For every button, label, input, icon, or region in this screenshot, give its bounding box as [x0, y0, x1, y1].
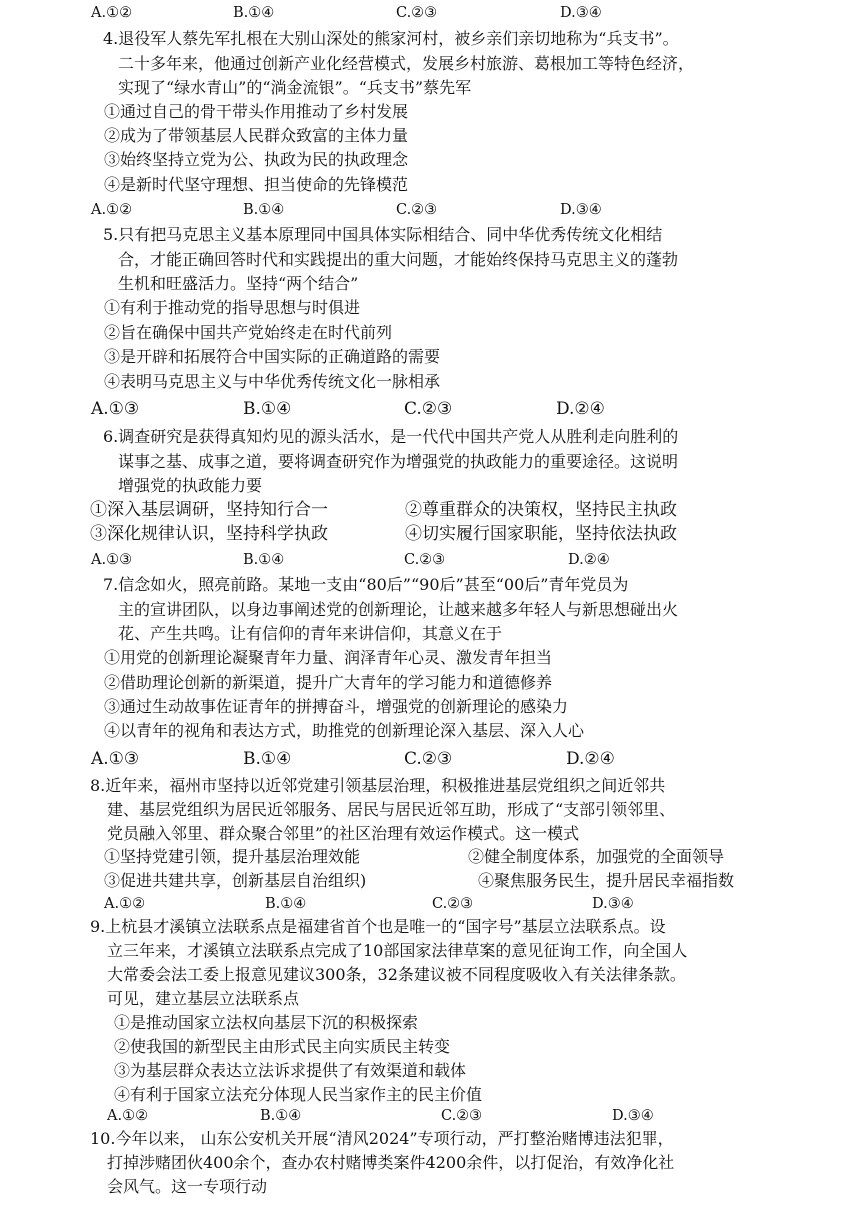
q5-item: ③是开辟和拓展符合中国实际的正确道路的需要 [104, 347, 441, 366]
q9-stem-line: 大常委会法工委上报意见建议300条，32条建议被不同程度吸收入有关法律条款。 [107, 965, 686, 984]
q7-item: ③通过生动故事佐证青年的拼搏奋斗，增强党的创新理论的感染力 [104, 697, 569, 716]
q8-stem-line: 8.近年来，福州市坚持以近邻党建引领基层治理，积极推进基层党组织之间近邻共 [90, 776, 666, 795]
q9-stem-line: 9.上杭县才溪镇立法联系点是福建省首个也是唯一的“国字号”基层立法联系点。设 [90, 917, 666, 936]
q6-stem-line: 增强党的执政能力要 [118, 476, 263, 495]
q8-item: ④聚焦服务民生，提升居民幸福指数 [478, 871, 735, 890]
q7-item: ④以青年的视角和表达方式，助推党的创新理论深入基层、深入人心 [104, 721, 585, 740]
q7-option-c[interactable]: C.②③ [404, 749, 453, 769]
q4-option-a[interactable]: A.①② [91, 202, 133, 218]
q8-option-a[interactable]: A.①② [104, 896, 146, 912]
q9-item: ①是推动国家立法权向基层下沉的积极探索 [114, 1013, 419, 1032]
q6-item: ②尊重群众的决策权，坚持民主执政 [405, 500, 677, 520]
q5-stem-line: 合，才能正确回答时代和实践提出的重大问题，才能始终保持马克思主义的蓬勃 [118, 250, 679, 269]
q9-item: ③为基层群众表达立法诉求提供了有效渠道和载体 [114, 1061, 467, 1080]
q10-stem-line: 打掉涉赌团伙400余个，查办农村赌博类案件4200余件，以打促治，有效净化社 [107, 1153, 675, 1172]
q4-item: ③始终坚持立党为公、执政为民的执政理念 [104, 150, 409, 169]
q6-item: ④切实履行国家职能，坚持依法执政 [405, 524, 677, 544]
q7-item: ②借助理论创新的新渠道，提升广大青年的学习能力和道德修养 [104, 673, 553, 692]
q8-item: ③促进共建共享，创新基层自治组织) [104, 871, 367, 890]
q8-option-c[interactable]: C.②③ [432, 896, 474, 912]
q4-item: ①通过自己的骨干带头作用推动了乡村发展 [104, 102, 409, 121]
q3-option-a[interactable]: A.①② [91, 5, 133, 21]
q9-option-b[interactable]: B.①④ [260, 1108, 302, 1124]
q6-stem-line: 6.调查研究是获得真知灼见的源头活水，是一代代中国共产党人从胜利走向胜利的 [103, 427, 679, 446]
q6-option-c[interactable]: C.②③ [404, 552, 446, 568]
q5-option-c[interactable]: C.②③ [404, 399, 453, 419]
q8-stem-line: 党员融入邻里、群众聚合邻里”的社区治理有效运作模式。这一模式 [107, 824, 580, 843]
q9-option-c[interactable]: C.②③ [441, 1108, 483, 1124]
q7-item: ①用党的创新理论凝聚青年力量、润泽青年心灵、激发青年担当 [104, 648, 553, 667]
q7-stem-line: 花、产生共鸣。让有信仰的青年来讲信仰，其意义在于 [118, 624, 503, 643]
q6-item: ③深化规律认识，坚持科学执政 [90, 524, 328, 544]
q6-item: ①深入基层调研，坚持知行合一 [90, 500, 328, 520]
q5-stem-line: 5.只有把马克思主义基本原理同中国具体实际相结合、同中华优秀传统文化相结 [103, 225, 663, 244]
q4-stem-line: 二十多年来，他通过创新产业化经营模式，发展乡村旅游、葛根加工等特色经济， [118, 54, 695, 73]
q4-stem-line: 实现了“绿水青山”的“淌金流银”。“兵支书”蔡先军 [118, 78, 472, 97]
q4-option-b[interactable]: B.①④ [243, 202, 285, 218]
q10-stem-line: 10.今年以来， 山东公安机关开展“清风2024”专项行动，严打整治赌博违法犯罪， [90, 1129, 674, 1148]
q8-item: ①坚持党建引领，提升基层治理效能 [104, 847, 361, 866]
q4-option-d[interactable]: D.③④ [560, 202, 602, 218]
q6-option-a[interactable]: A.①③ [91, 552, 133, 568]
q8-option-b[interactable]: B.①④ [265, 896, 307, 912]
q9-item: ②使我国的新型民主由形式民主向实质民主转变 [114, 1037, 451, 1056]
q3-option-c[interactable]: C.②③ [396, 5, 438, 21]
q4-item: ④是新时代坚守理想、担当使命的先锋模范 [104, 175, 409, 194]
q5-item: ④表明马克思主义与中华优秀传统文化一脉相承 [104, 372, 441, 391]
q4-item: ②成为了带领基层人民群众致富的主体力量 [104, 126, 409, 145]
q5-option-d[interactable]: D.②④ [556, 399, 605, 419]
q6-option-b[interactable]: B.①④ [243, 552, 285, 568]
q6-stem-line: 谋事之基、成事之道，要将调查研究作为增强党的执政能力的重要途径。这说明 [118, 452, 679, 471]
q10-stem-line: 会风气。这一专项行动 [107, 1177, 268, 1196]
q8-option-d[interactable]: D.③④ [592, 896, 634, 912]
q7-option-a[interactable]: A.①③ [91, 749, 140, 769]
q8-stem-line: 建、基层党组织为居民近邻服务、居民与居民近邻互助，形成了“支部引领邻里、 [107, 800, 676, 819]
q4-option-c[interactable]: C.②③ [396, 202, 438, 218]
q8-item: ②健全制度体系，加强党的全面领导 [468, 847, 725, 866]
q3-option-b[interactable]: B.①④ [233, 5, 275, 21]
q9-item: ④有利于国家立法充分体现人民当家作主的民主价值 [114, 1085, 483, 1104]
q7-stem-line: 主的宣讲团队，以身边事阐述党的创新理论，让越来越多年轻人与新思想碰出火 [118, 600, 679, 619]
q5-stem-line: 生机和旺盛活力。坚持“两个结合” [118, 274, 359, 293]
q5-item: ①有利于推动党的指导思想与时俱进 [104, 298, 361, 317]
q7-option-d[interactable]: D.②④ [566, 749, 615, 769]
q9-stem-line: 立三年来，才溪镇立法联系点完成了10部国家法律草案的意见征询工作，向全国人 [107, 941, 688, 960]
q5-item: ②旨在确保中国共产党始终走在时代前列 [104, 323, 393, 342]
q5-option-a[interactable]: A.①③ [91, 399, 140, 419]
q3-option-d[interactable]: D.③④ [560, 5, 602, 21]
q5-option-b[interactable]: B.①④ [243, 399, 292, 419]
q9-option-d[interactable]: D.③④ [612, 1108, 654, 1124]
q9-option-a[interactable]: A.①② [107, 1108, 149, 1124]
q7-stem-line: 7.信念如火，照亮前路。某地一支由“80后”“90后”甚至“00后”青年党员为 [103, 575, 629, 594]
q7-option-b[interactable]: B.①④ [243, 749, 292, 769]
q4-stem-line: 4.退役军人蔡先军扎根在大别山深处的熊家河村，被乡亲们亲切地称为“兵支书”。 [103, 29, 679, 48]
q6-option-d[interactable]: D.②④ [568, 552, 610, 568]
q9-stem-line: 可见，建立基层立法联系点 [107, 989, 300, 1008]
